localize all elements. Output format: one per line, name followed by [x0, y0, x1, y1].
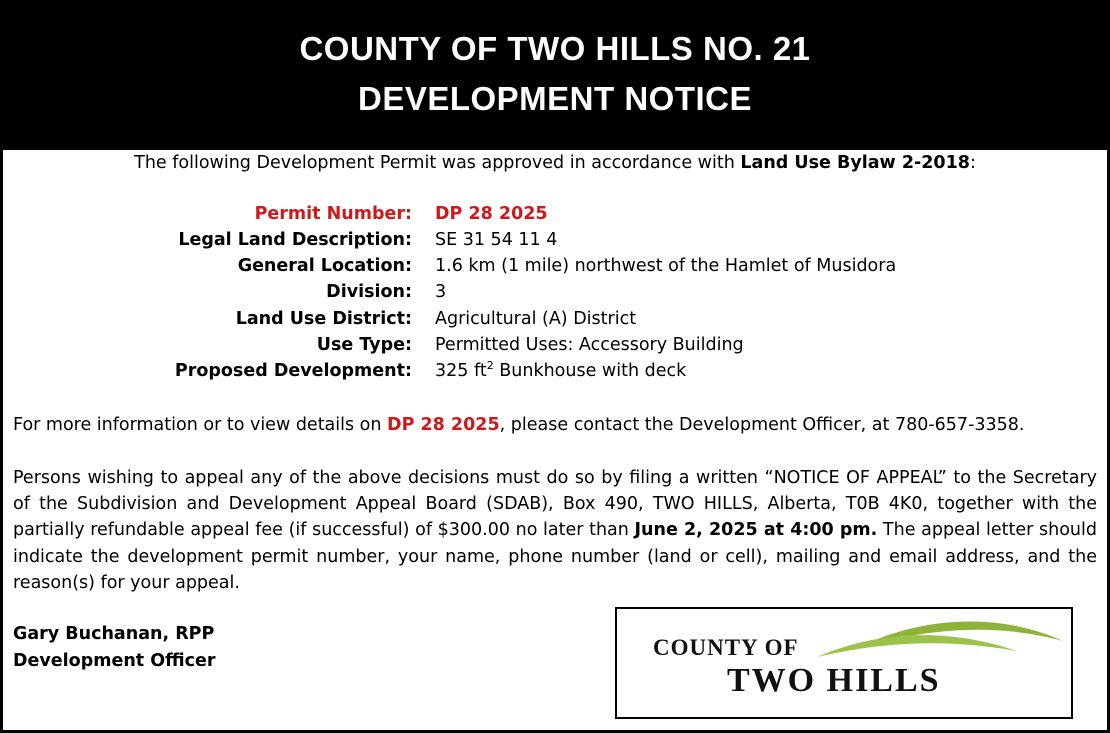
detail-value: SE 31 54 11 4	[435, 230, 558, 250]
appeal-instructions: Persons wishing to appeal any of the above decisions must do so by filing a written “NOTICE OF APPEAL” to the Secretary of the Subdivision and Development Appeal Board (SDAB), Box 490, TWO HILLS, Alberta, T0B 4K0, together with the partially refundable appeal fee (if successful) of $300.00 no later than June 2, 2025 at 4:00 pm. The appeal letter should indicate the development permit number, your name, phone number (land or cell), mailing and email address, and the reason(s) for your appeal.	[13, 468, 1097, 593]
detail-value: Agricultural (A) District	[435, 309, 637, 329]
logo-text-line1: COUNTY OF	[653, 635, 799, 660]
detail-value: 1.6 km (1 mile) northwest of the Hamlet of Musidora	[435, 256, 897, 276]
detail-label: Use Type:	[316, 335, 412, 355]
bylaw-reference: Land Use Bylaw 2-2018	[740, 153, 970, 173]
detail-label: Legal Land Description:	[178, 230, 412, 250]
notice-header	[0, 0, 1110, 150]
officer-title: Development Officer	[13, 650, 216, 671]
header-title-line2: DEVELOPMENT NOTICE	[357, 80, 753, 117]
notice-body	[3, 150, 1107, 730]
appeal-deadline: June 2, 2025 at 4:00 pm.	[634, 520, 878, 541]
logo-swoosh-front	[817, 635, 1017, 657]
detail-label: Division:	[326, 282, 412, 302]
officer-name: Gary Buchanan, RPP	[13, 624, 215, 644]
intro-statement: The following Development Permit was approved in accordance with Land Use Bylaw 2-2018:	[134, 153, 976, 173]
county-logo-graphic	[617, 609, 1071, 717]
detail-row-legal-land	[3, 230, 1107, 256]
detail-label: Land Use District:	[235, 309, 412, 329]
detail-value: Permitted Uses: Accessory Building	[435, 335, 744, 355]
permit-reference: DP 28 2025	[387, 415, 500, 435]
detail-row-division	[3, 282, 1107, 308]
detail-row-permit-number	[3, 204, 1107, 230]
detail-row-use-type	[3, 335, 1107, 361]
logo-text-line2: TWO HILLS	[727, 662, 941, 699]
permit-number-value: DP 28 2025	[435, 204, 548, 224]
detail-label: Permit Number:	[254, 204, 412, 224]
detail-label: Proposed Development:	[174, 361, 412, 381]
logo-swoosh-back	[853, 622, 1063, 650]
detail-row-land-use-district	[3, 309, 1107, 335]
signature-block	[13, 621, 216, 674]
county-logo	[615, 607, 1073, 719]
detail-row-proposed-development	[3, 361, 1107, 387]
detail-value: 325 $ft^2$ Bunkhouse with deck	[435, 359, 687, 381]
detail-row-general-location	[3, 256, 1107, 282]
contact-info: For more information or to view details on DP 28 2025, please contact the Development Officer, at 780-657-3358.	[13, 415, 1025, 435]
detail-label: General Location:	[237, 256, 412, 276]
detail-value: 3	[435, 282, 447, 302]
header-title-line1: COUNTY OF TWO HILLS NO. 21	[299, 30, 811, 67]
